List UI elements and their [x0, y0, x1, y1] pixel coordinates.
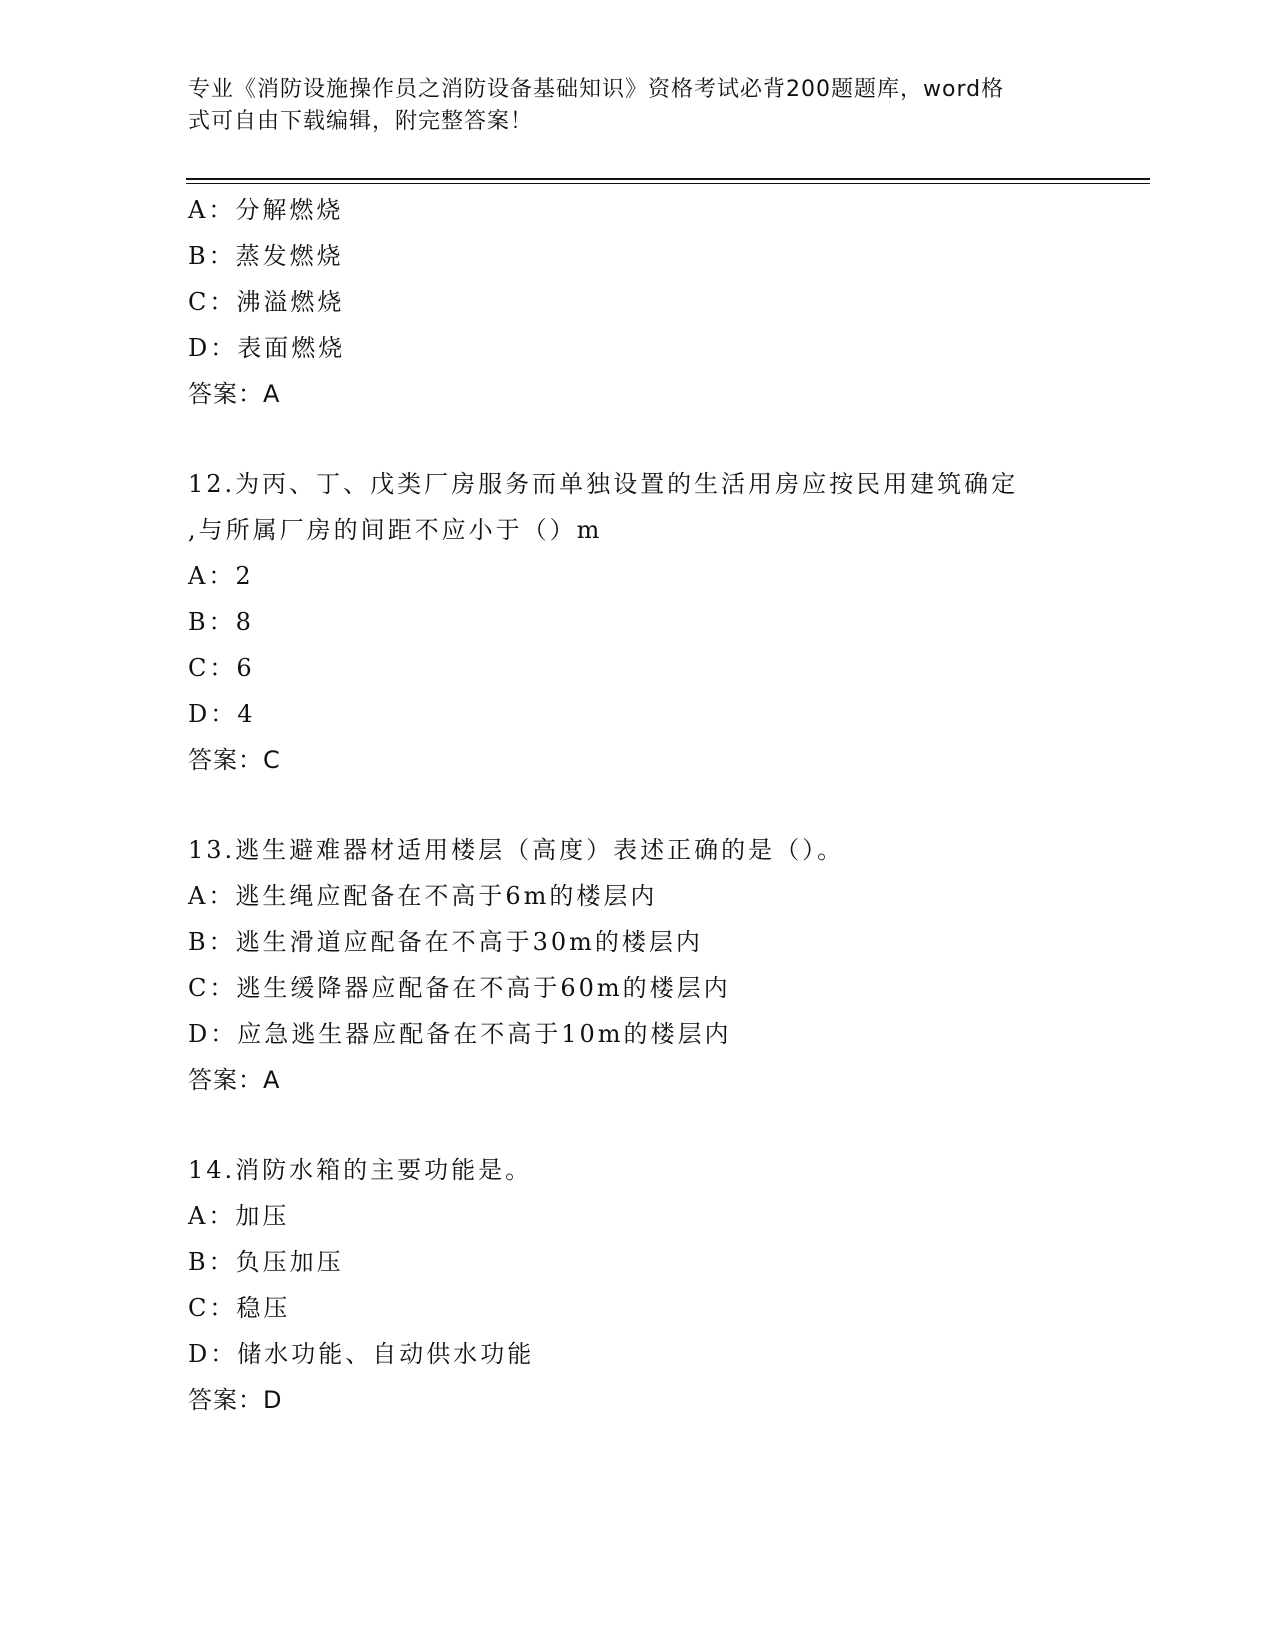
- question-spacer: [188, 783, 1088, 827]
- question-list: [188, 187, 1088, 1423]
- header-divider-thick: [186, 178, 1150, 180]
- option-a: A：分解燃烧: [188, 196, 344, 224]
- answer: 答案：A: [188, 380, 281, 408]
- option-c: C：稳压: [188, 1294, 291, 1322]
- question-stem: 12.为丙、丁、戊类厂房服务而单独设置的生活用房应按民用建筑确定: [188, 470, 1019, 498]
- option-c: C：沸溢燃烧: [188, 288, 345, 316]
- question-spacer: [188, 1103, 1088, 1147]
- question-stem-continued: ,与所属厂房的间距不应小于（）m: [188, 516, 603, 544]
- question-12: [188, 461, 1088, 783]
- option-a: A：加压: [188, 1202, 290, 1230]
- option-b: B：蒸发燃烧: [188, 242, 344, 270]
- document-header: [188, 74, 1068, 138]
- option-d: D：4: [188, 700, 256, 728]
- answer: 答案：D: [188, 1386, 283, 1414]
- question-13: [188, 827, 1088, 1103]
- option-a: A：2: [188, 562, 254, 590]
- question-spacer: [188, 417, 1088, 461]
- option-d: D：应急逃生器应配备在不高于10m的楼层内: [188, 1020, 732, 1048]
- option-a: A：逃生绳应配备在不高于6m的楼层内: [188, 882, 658, 910]
- header-line-1: 专业《消防设施操作员之消防设备基础知识》资格考试必背200题题库，word格: [188, 77, 1005, 102]
- question-14: [188, 1147, 1088, 1423]
- option-d: D：储水功能、自动供水功能: [188, 1340, 535, 1368]
- answer: 答案：A: [188, 1066, 281, 1094]
- option-b: B：逃生滑道应配备在不高于30m的楼层内: [188, 928, 703, 956]
- question-stem: 14.消防水箱的主要功能是。: [188, 1156, 533, 1184]
- question-stem: 13.逃生避难器材适用楼层（高度）表述正确的是（）。: [188, 836, 845, 864]
- option-d: D：表面燃烧: [188, 334, 346, 362]
- answer: 答案：C: [188, 746, 281, 774]
- question-11: [188, 187, 1088, 417]
- header-divider-thin: [186, 183, 1150, 184]
- header-line-2: 式可自由下载编辑，附完整答案！: [188, 109, 534, 134]
- option-c: C：逃生缓降器应配备在不高于60m的楼层内: [188, 974, 731, 1002]
- option-c: C：6: [188, 654, 255, 682]
- option-b: B：负压加压: [188, 1248, 344, 1276]
- option-b: B：8: [188, 608, 254, 636]
